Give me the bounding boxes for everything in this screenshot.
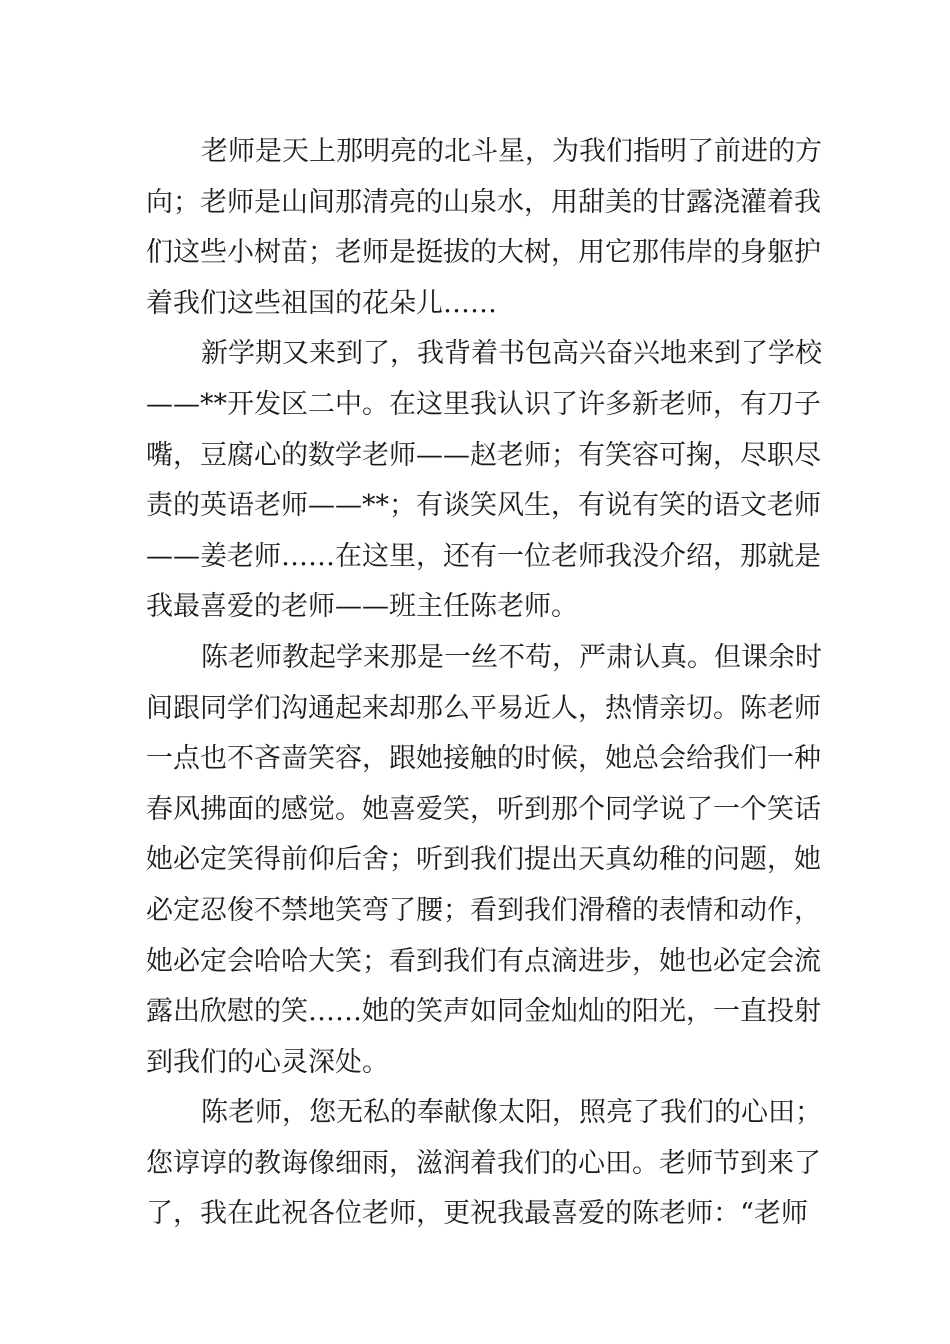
paragraph-2-line-2: ——**开发区二中。在这里我认识了许多新老师，有刀子 — [146, 388, 821, 420]
paragraph-3-line-1: 陈老师教起学来那是一丝不苟，严肃认真。但课余时 — [201, 641, 822, 673]
paragraph-3-line-5: 她必定笑得前仰后舍；听到我们提出天真幼稚的问题，她 — [146, 844, 821, 876]
paragraph-4-line-3: 了，我在此祝各位老师，更祝我最喜爱的陈老师：“老师 — [146, 1198, 808, 1230]
paragraph-2-line-5: ——姜老师……在这里，还有一位老师我没介绍，那就是 — [146, 540, 821, 572]
essay-body — [146, 127, 822, 1240]
paragraph-3-line-2: 间跟同学们沟通起来却那么平易近人，热情亲切。陈老师 — [146, 692, 821, 724]
paragraph-4-line-2: 您谆谆的教诲像细雨，滋润着我们的心田。老师节到来了 — [146, 1147, 821, 1179]
paragraph-3-line-8: 露出欣慰的笑……她的笑声如同金灿灿的阳光，一直投射 — [146, 996, 821, 1028]
paragraph-1-line-3: 们这些小树苗；老师是挺拔的大树，用它那伟岸的身躯护 — [146, 237, 821, 269]
paragraph-2-line-4: 责的英语老师——**；有谈笑风生，有说有笑的语文老师 — [146, 490, 821, 522]
paragraph-1-line-2: 向；老师是山间那清亮的山泉水，用甜美的甘露浇灌着我 — [146, 186, 821, 218]
paragraph-2-line-3: 嘴，豆腐心的数学老师——赵老师；有笑容可掬，尽职尽 — [146, 439, 821, 471]
paragraph-1-line-4: 着我们这些祖国的花朵儿…… — [146, 287, 497, 319]
paragraph-1-line-1: 老师是天上那明亮的北斗星，为我们指明了前进的方 — [201, 136, 822, 167]
paragraph-3-line-3: 一点也不吝啬笑容，跟她接触的时候，她总会给我们一种 — [146, 743, 821, 775]
paragraph-3-line-9: 到我们的心灵深处。 — [146, 1046, 389, 1078]
paragraph-2-line-6: 我最喜爱的老师——班主任陈老师。 — [146, 591, 578, 623]
paragraph-3-line-7: 她必定会哈哈大笑；看到我们有点滴进步，她也必定会流 — [146, 945, 821, 977]
paragraph-3-line-6: 必定忍俊不禁地笑弯了腰；看到我们滑稽的表情和动作， — [146, 894, 821, 926]
paragraph-4-line-1: 陈老师，您无私的奉献像太阳，照亮了我们的心田； — [201, 1097, 822, 1129]
paragraph-3-line-4: 春风拂面的感觉。她喜爱笑，听到那个同学说了一个笑话 — [146, 793, 821, 825]
paragraph-2-line-1: 新学期又来到了，我背着书包高兴奋兴地来到了学校 — [201, 338, 822, 370]
